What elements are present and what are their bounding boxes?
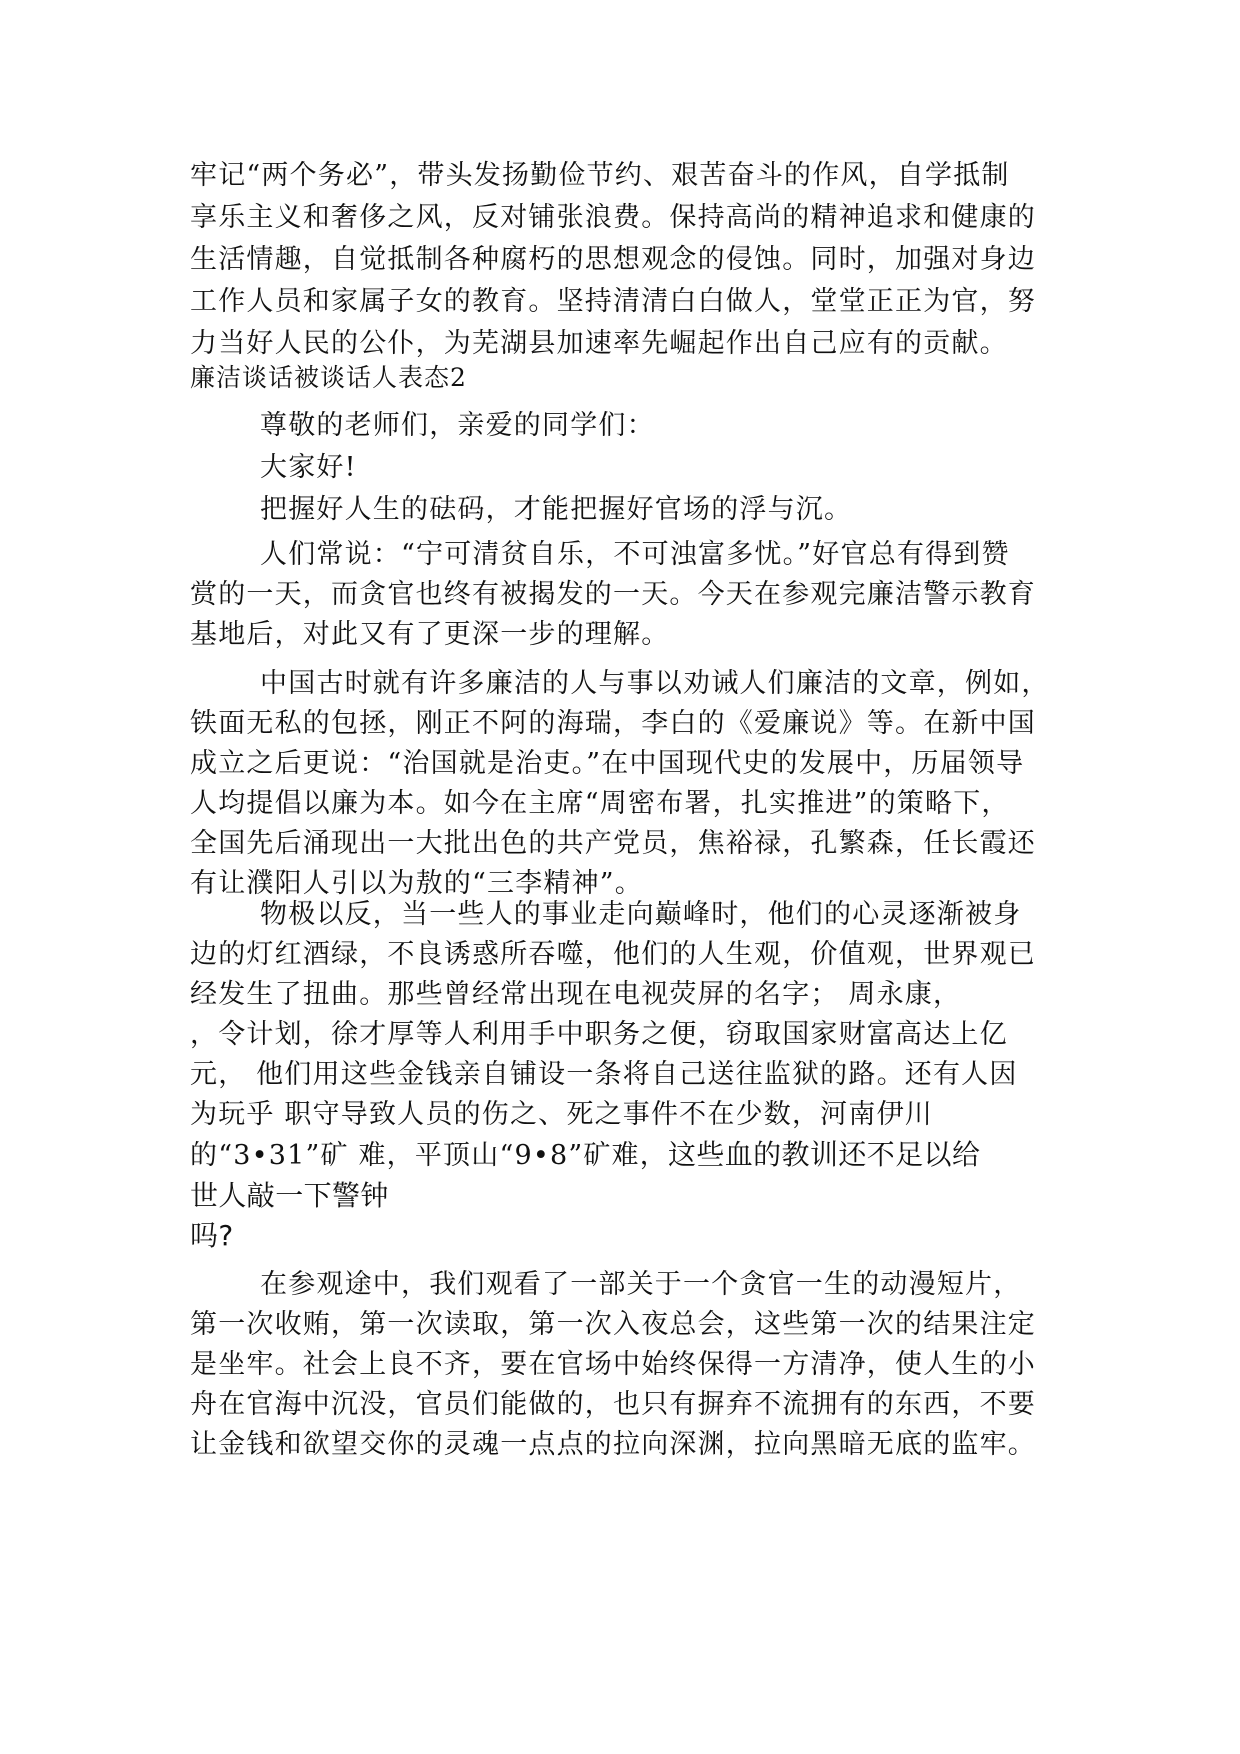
paragraph-line: 第一次收贿，第一次读取，第一次入夜总会，这些第一次的结果注定 bbox=[190, 1309, 1036, 1340]
paragraph-line: 边的灯红酒绿，不良诱惑所吞噬，他们的人生观，价值观，世界观已 bbox=[190, 939, 1036, 970]
paragraph-line: 全国先后涌现出一大批出色的共产党员，焦裕禄，孔繁森，任长霞还 bbox=[190, 828, 1036, 859]
paragraph-line: 为玩乎 职守导致人员的伤之、死之事件不在少数，河南伊川 bbox=[190, 1099, 933, 1130]
mixed-text: 这些血的教训还不足以给 bbox=[667, 1138, 981, 1171]
mixed-text: 的“3•31”矿 难，平顶山“9•8”矿难， bbox=[190, 1140, 668, 1171]
paragraph-line: 生活情趣，自觉抵制各种腐朽的思想观念的侵蚀。同时，加强对身边 bbox=[190, 244, 1036, 275]
paragraph-line: 在参观途中，我们观看了一部关于一个贪官一生的动漫短片， bbox=[260, 1269, 1022, 1300]
paragraph-3 bbox=[190, 664, 1050, 904]
intro-line bbox=[190, 490, 1050, 530]
greeting-line-1 bbox=[190, 406, 1050, 446]
paragraph-line: 基地后，对此又有了更深一步的理解。 bbox=[190, 619, 670, 650]
paragraph-line: 经发生了扭曲。那些曾经常出现在电视荧屏的名字； 周永康， bbox=[190, 979, 962, 1010]
paragraph-line: 享乐主义和奢侈之风，反对铺张浪费。保持高尚的精神追求和健康的 bbox=[190, 202, 1036, 233]
paragraph-line: 尊敬的老师们，亲爱的同学们： bbox=[260, 410, 655, 441]
paragraph-4 bbox=[190, 895, 1050, 1256]
paragraph-line: 世人敲一下警钟 bbox=[190, 1179, 389, 1212]
section-heading: 廉洁谈话被谈话人表态2 bbox=[190, 363, 467, 392]
paragraph-line: 舟在官海中沉没，官员们能做的，也只有摒弃不流拥有的东西，不要 bbox=[190, 1389, 1036, 1420]
paragraph-line: 把握好人生的砝码，才能把握好官场的浮与沉。 bbox=[260, 494, 853, 525]
paragraph-line: 人们常说：“宁可清贫自乐，不可浊富多忧。”好官总有得到赞 bbox=[260, 539, 1010, 570]
paragraph-line: 人均提倡以廉为本。如今在主席“周密布署，扎实推进”的策略下， bbox=[190, 788, 1010, 819]
paragraph-1 bbox=[190, 155, 1050, 365]
paragraph-2 bbox=[190, 535, 1050, 655]
paragraph-line: ，令计划，徐才厚等人利用手中职务之便，窃取国家财富高达上亿 bbox=[190, 1019, 1008, 1050]
paragraph-line: 物极以反，当一些人的事业走向巅峰时，他们的心灵逐渐被身 bbox=[260, 899, 1022, 930]
paragraph-line: 让金钱和欲望交你的灵魂一点点的拉向深渊，拉向黑暗无底的监牢。 bbox=[190, 1429, 1036, 1460]
paragraph-line: 元， 他们用这些金钱亲自铺设一条将自己送往监狱的路。还有人因 bbox=[190, 1059, 1018, 1090]
paragraph-line: 中国古时就有许多廉洁的人与事以劝诫人们廉洁的文章，例如， bbox=[260, 668, 1050, 699]
paragraph-line: 大家好! bbox=[260, 452, 357, 483]
paragraph-line: 吗? bbox=[190, 1219, 234, 1252]
paragraph-line: 有让濮阳人引以为敖的“三李精神”。 bbox=[190, 868, 644, 899]
paragraph-line: 牢记“两个务必”，带头发扬勤俭节约、艰苦奋斗的作风，自学抵制 bbox=[190, 160, 1010, 191]
paragraph-line bbox=[190, 1135, 1050, 1176]
greeting-line-2 bbox=[190, 448, 1050, 488]
paragraph-line: 赏的一天，而贪官也终有被揭发的一天。今天在参观完廉洁警示教育 bbox=[190, 579, 1036, 610]
paragraph-line: 是坐牢。社会上良不齐，要在官场中始终保得一方清净，使人生的小 bbox=[190, 1349, 1036, 1380]
paragraph-line: 力当好人民的公仆，为芜湖县加速率先崛起作出自己应有的贡献。 bbox=[190, 328, 1008, 359]
paragraph-5 bbox=[190, 1265, 1050, 1465]
paragraph-line: 工作人员和家属子女的教育。坚持清清白白做人，堂堂正正为官，努 bbox=[190, 286, 1036, 317]
paragraph-line: 铁面无私的包拯，刚正不阿的海瑞，李白的《爱廉说》等。在新中国 bbox=[190, 708, 1036, 739]
paragraph-line: 成立之后更说：“治国就是治吏。”在中国现代史的发展中，历届领导 bbox=[190, 748, 1025, 779]
